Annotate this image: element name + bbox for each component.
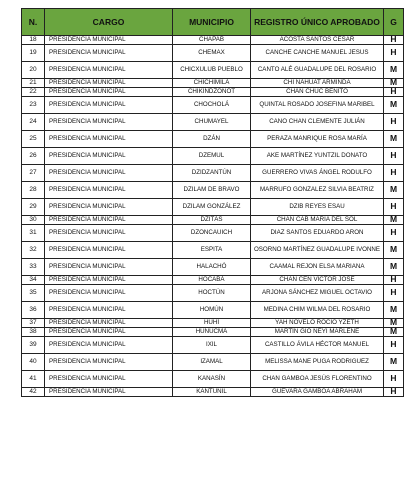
row-municipio: KANASÍN <box>173 371 251 388</box>
table-row <box>22 148 404 165</box>
row-municipio: HOCTÚN <box>173 285 251 302</box>
table-row <box>22 302 404 319</box>
row-number: 33 <box>22 259 45 276</box>
table-row <box>22 328 404 337</box>
table-row <box>22 354 404 371</box>
row-registro: AKE MARTÍNEZ YUNTZIL DONATO <box>251 148 384 165</box>
row-municipio: DZEMUL <box>173 148 251 165</box>
row-cargo: PRESIDENCIA MUNICIPAL <box>45 302 173 319</box>
table-row <box>22 97 404 114</box>
row-number: 30 <box>22 216 45 225</box>
row-number: 37 <box>22 319 45 328</box>
table-row <box>22 131 404 148</box>
row-genero: H <box>384 36 404 45</box>
table-row <box>22 62 404 79</box>
row-registro: CHAN GAMBOA JESÚS FLORENTINO <box>251 371 384 388</box>
row-cargo: PRESIDENCIA MUNICIPAL <box>45 148 173 165</box>
row-genero: H <box>384 45 404 62</box>
row-cargo: PRESIDENCIA MUNICIPAL <box>45 182 173 199</box>
row-registro: ACOSTA SANTOS CESAR <box>251 36 384 45</box>
row-number: 27 <box>22 165 45 182</box>
row-genero: H <box>384 225 404 242</box>
row-genero: H <box>384 114 404 131</box>
table-row <box>22 182 404 199</box>
row-cargo: PRESIDENCIA MUNICIPAL <box>45 259 173 276</box>
header-municipio: MUNICIPIO <box>173 9 251 36</box>
row-number: 41 <box>22 371 45 388</box>
row-genero: H <box>384 148 404 165</box>
row-cargo: PRESIDENCIA MUNICIPAL <box>45 62 173 79</box>
row-cargo: PRESIDENCIA MUNICIPAL <box>45 337 173 354</box>
row-registro: MELISSA MANE PUGA RODRIGUEZ <box>251 354 384 371</box>
row-cargo: PRESIDENCIA MUNICIPAL <box>45 36 173 45</box>
row-registro: QUINTAL ROSADO JOSEFINA MARIBEL <box>251 97 384 114</box>
table-row <box>22 165 404 182</box>
row-number: 32 <box>22 242 45 259</box>
row-cargo: PRESIDENCIA MUNICIPAL <box>45 79 173 88</box>
row-municipio: HUNUCMÁ <box>173 328 251 337</box>
row-municipio: DZÁN <box>173 131 251 148</box>
row-cargo: PRESIDENCIA MUNICIPAL <box>45 354 173 371</box>
row-number: 38 <box>22 328 45 337</box>
header-cargo: CARGO <box>45 9 173 36</box>
row-genero: H <box>384 371 404 388</box>
row-municipio: DZILAM GONZÁLEZ <box>173 199 251 216</box>
row-number: 25 <box>22 131 45 148</box>
row-registro: CHAN CAB MARIA DEL SOL <box>251 216 384 225</box>
row-registro: GUERRERO VIVAS ÁNGEL RODULFO <box>251 165 384 182</box>
row-number: 31 <box>22 225 45 242</box>
table-header-row <box>22 9 404 36</box>
row-genero: M <box>384 79 404 88</box>
row-municipio: CHAPAB <box>173 36 251 45</box>
row-cargo: PRESIDENCIA MUNICIPAL <box>45 276 173 285</box>
row-municipio: HOCABÁ <box>173 276 251 285</box>
row-number: 18 <box>22 36 45 45</box>
row-registro: PERAZA MANRIQUE ROSA MARÍA <box>251 131 384 148</box>
row-cargo: PRESIDENCIA MUNICIPAL <box>45 225 173 242</box>
row-number: 28 <box>22 182 45 199</box>
row-number: 40 <box>22 354 45 371</box>
row-municipio: DZIDZANTÚN <box>173 165 251 182</box>
row-number: 20 <box>22 62 45 79</box>
row-cargo: PRESIDENCIA MUNICIPAL <box>45 319 173 328</box>
table-body <box>22 36 404 397</box>
row-municipio: HOMÚN <box>173 302 251 319</box>
row-genero: H <box>384 337 404 354</box>
row-registro: CANO CHAN CLEMENTE JULIÁN <box>251 114 384 131</box>
row-registro: MARTÍN GIO NEYI MARLENE <box>251 328 384 337</box>
row-number: 35 <box>22 285 45 302</box>
table-row <box>22 79 404 88</box>
header-registro: REGISTRO ÚNICO APROBADO <box>251 9 384 36</box>
table-row <box>22 337 404 354</box>
table-row <box>22 319 404 328</box>
row-number: 34 <box>22 276 45 285</box>
table-row <box>22 242 404 259</box>
row-genero: H <box>384 285 404 302</box>
table-row <box>22 276 404 285</box>
row-cargo: PRESIDENCIA MUNICIPAL <box>45 199 173 216</box>
row-registro: DZIB REYES ESAU <box>251 199 384 216</box>
row-registro: DIAZ SANTOS EDUARDO ARON <box>251 225 384 242</box>
row-number: 21 <box>22 79 45 88</box>
header-number: N. <box>22 9 45 36</box>
row-cargo: PRESIDENCIA MUNICIPAL <box>45 131 173 148</box>
row-genero: M <box>384 182 404 199</box>
row-cargo: PRESIDENCIA MUNICIPAL <box>45 285 173 302</box>
row-genero: H <box>384 388 404 397</box>
row-municipio: HALACHÓ <box>173 259 251 276</box>
row-registro: ARJONA SÁNCHEZ MIGUEL OCTAVIO <box>251 285 384 302</box>
row-genero: M <box>384 131 404 148</box>
row-number: 36 <box>22 302 45 319</box>
row-municipio: IZAMAL <box>173 354 251 371</box>
row-cargo: PRESIDENCIA MUNICIPAL <box>45 328 173 337</box>
row-registro: CANCHE CANCHE MANUEL JESUS <box>251 45 384 62</box>
row-registro: MARRUFO GONZALEZ SILVIA BEATRIZ <box>251 182 384 199</box>
row-cargo: PRESIDENCIA MUNICIPAL <box>45 45 173 62</box>
row-cargo: PRESIDENCIA MUNICIPAL <box>45 114 173 131</box>
table-row <box>22 216 404 225</box>
row-municipio: DZILAM DE BRAVO <box>173 182 251 199</box>
row-genero: H <box>384 199 404 216</box>
table-row <box>22 45 404 62</box>
row-cargo: PRESIDENCIA MUNICIPAL <box>45 371 173 388</box>
row-registro: YAH NOVELO ROCIO YZETH <box>251 319 384 328</box>
row-cargo: PRESIDENCIA MUNICIPAL <box>45 97 173 114</box>
row-registro: CANTO ALÉ GUADALUPE DEL ROSARIO <box>251 62 384 79</box>
registry-table <box>21 8 404 397</box>
row-number: 24 <box>22 114 45 131</box>
row-genero: H <box>384 165 404 182</box>
table-row <box>22 388 404 397</box>
row-registro: CASTILLO ÁVILA HÉCTOR MANUEL <box>251 337 384 354</box>
row-municipio: CHOCHOLÁ <box>173 97 251 114</box>
row-number: 29 <box>22 199 45 216</box>
header-genero: G <box>384 9 404 36</box>
row-number: 26 <box>22 148 45 165</box>
row-municipio: CHEMAX <box>173 45 251 62</box>
table-row <box>22 114 404 131</box>
row-registro: GUEVARA GAMBOA ABRAHAM <box>251 388 384 397</box>
row-municipio: CHIKINDZONOT <box>173 88 251 97</box>
row-cargo: PRESIDENCIA MUNICIPAL <box>45 88 173 97</box>
row-number: 19 <box>22 45 45 62</box>
row-genero: M <box>384 216 404 225</box>
row-registro: CHAN CEN VICTOR JOSE <box>251 276 384 285</box>
row-genero: M <box>384 259 404 276</box>
row-cargo: PRESIDENCIA MUNICIPAL <box>45 388 173 397</box>
row-genero: M <box>384 328 404 337</box>
table-row <box>22 199 404 216</box>
row-registro: CHI NÁHUAT ARMINDA <box>251 79 384 88</box>
row-genero: M <box>384 97 404 114</box>
row-municipio: HUHÍ <box>173 319 251 328</box>
row-genero: H <box>384 276 404 285</box>
row-genero: H <box>384 88 404 97</box>
table-row <box>22 36 404 45</box>
row-municipio: CHICXULUB PUEBLO <box>173 62 251 79</box>
table-row <box>22 285 404 302</box>
row-number: 22 <box>22 88 45 97</box>
row-number: 42 <box>22 388 45 397</box>
row-genero: M <box>384 319 404 328</box>
row-number: 39 <box>22 337 45 354</box>
row-registro: OSORNO MARTÍNEZ GUADALUPE IVONNE <box>251 242 384 259</box>
row-cargo: PRESIDENCIA MUNICIPAL <box>45 165 173 182</box>
row-genero: M <box>384 354 404 371</box>
row-registro: CHAN CHUC BENITO <box>251 88 384 97</box>
row-municipio: KANTUNIL <box>173 388 251 397</box>
row-municipio: DZITÁS <box>173 216 251 225</box>
row-genero: M <box>384 302 404 319</box>
row-municipio: CHUMAYEL <box>173 114 251 131</box>
row-municipio: DZONCAUICH <box>173 225 251 242</box>
table-row <box>22 225 404 242</box>
row-cargo: PRESIDENCIA MUNICIPAL <box>45 216 173 225</box>
row-cargo: PRESIDENCIA MUNICIPAL <box>45 242 173 259</box>
table-row <box>22 88 404 97</box>
row-genero: M <box>384 242 404 259</box>
row-registro: MEDINA CHIM WILMA DEL ROSARIO <box>251 302 384 319</box>
row-municipio: ESPITA <box>173 242 251 259</box>
row-municipio: IXIL <box>173 337 251 354</box>
table-row <box>22 371 404 388</box>
row-genero: M <box>384 62 404 79</box>
table-row <box>22 259 404 276</box>
row-registro: CAAMAL REJON ELSA MARIANA <box>251 259 384 276</box>
row-number: 23 <box>22 97 45 114</box>
row-municipio: CHICHIMILÁ <box>173 79 251 88</box>
